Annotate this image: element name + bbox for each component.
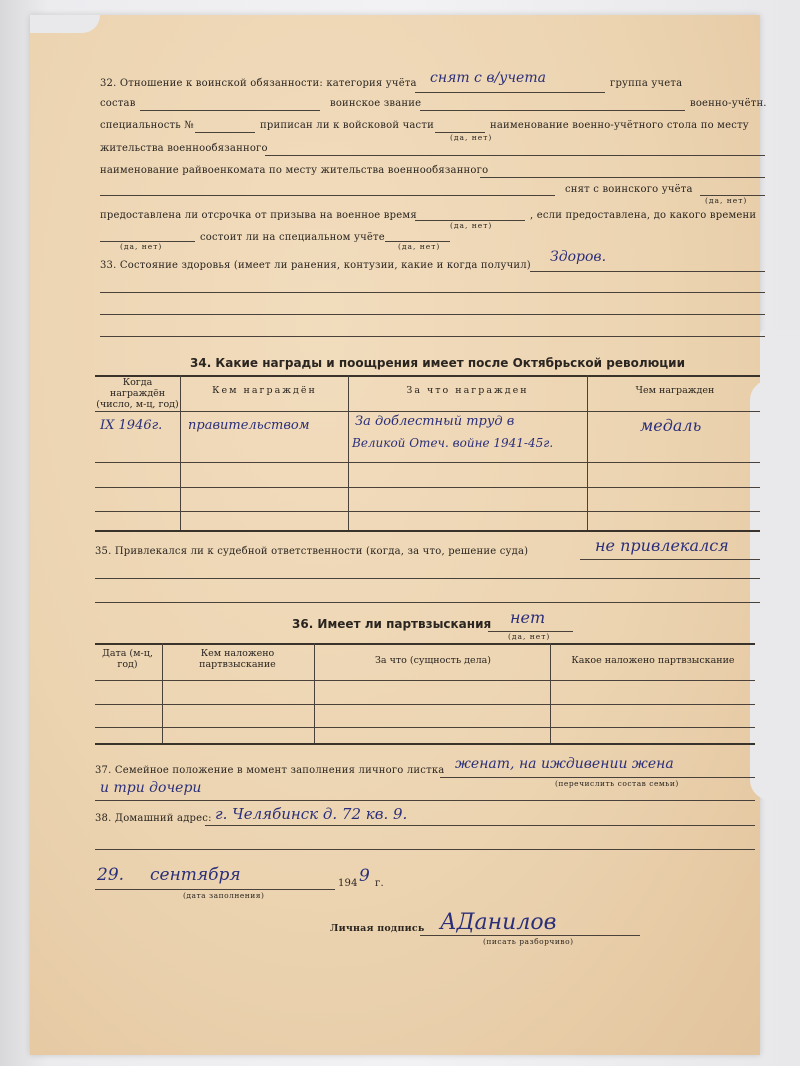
q32-esli: , если предоставлена, до какого времени bbox=[530, 210, 757, 221]
q36-value: нет bbox=[510, 608, 546, 627]
q37-line2 bbox=[95, 800, 755, 801]
q36-header-bottom bbox=[95, 680, 755, 681]
date-year-digit: 9 bbox=[359, 866, 370, 886]
q36-header-who: Кем наложено партвзыскание bbox=[199, 648, 276, 670]
signature-line bbox=[420, 935, 640, 936]
q34-who-value: правительством bbox=[188, 418, 310, 433]
q33-line2 bbox=[100, 292, 765, 293]
q32-zhitelstva: жительства военнообязанного bbox=[100, 143, 268, 154]
q37-line bbox=[440, 777, 755, 778]
q37-label: 37. Семейное положение в момент заполнения личного листка bbox=[95, 765, 445, 776]
q36-header-date: Дата (м-ц, год) bbox=[102, 648, 153, 670]
q34-header-when: Когда награждён (число, м-ц, год) bbox=[96, 377, 179, 410]
q38-value: г. Челябинск д. 72 кв. 9. bbox=[215, 805, 408, 823]
q34-title: 34. Какие награды и поощрения имеет после Октябрьской революции bbox=[190, 356, 685, 370]
q34-header-for: За что награжден bbox=[406, 385, 529, 396]
q32-snyat-hint: (да, нет) bbox=[705, 196, 748, 205]
q32-zvanie-line bbox=[420, 110, 685, 111]
q32-otsrochka-hint: (да, нет) bbox=[450, 221, 493, 230]
q34-header-who: Кем награждён bbox=[212, 385, 317, 396]
q36-row-line bbox=[95, 727, 755, 728]
q32-naim-stola: наименование военно-учётного стола по месту bbox=[490, 120, 749, 131]
q32-spec-line bbox=[195, 132, 255, 133]
q33-line3 bbox=[100, 314, 765, 315]
q36-col-sep bbox=[550, 643, 551, 743]
q34-header-bottom bbox=[95, 411, 760, 412]
q35-value: не привлекался bbox=[595, 536, 729, 555]
q35-line bbox=[580, 559, 760, 560]
q34-what-value: медаль bbox=[640, 416, 702, 435]
q37-value: женат, на иждивении жена bbox=[455, 756, 674, 772]
date-line bbox=[95, 889, 335, 890]
signature-label: Личная подпись bbox=[330, 923, 425, 934]
q36-table-top bbox=[95, 643, 755, 645]
q34-for-value-1: За доблестный труд в bbox=[355, 414, 515, 429]
q32-sostoit: состоит ли на специальном учёте bbox=[200, 232, 385, 243]
q34-row-line bbox=[95, 511, 760, 512]
q32-sostoit-hint: (да, нет) bbox=[398, 242, 441, 251]
q37-value-2: и три дочери bbox=[100, 780, 202, 796]
q33-label: 33. Состояние здоровья (имеет ли ранения, контузии, какие и когда получил) bbox=[100, 260, 531, 271]
date-hint: (дата заполнения) bbox=[183, 891, 265, 900]
q32-esli-hint: (да, нет) bbox=[120, 242, 163, 251]
q35-label: 35. Привлекался ли к судебной ответственности (когда, за что, решение суда) bbox=[95, 546, 529, 557]
q32-da-net: (да, нет) bbox=[450, 133, 493, 142]
q34-when-value: IX 1946г. bbox=[100, 418, 163, 433]
q32-pripisan: приписан ли к войсковой части bbox=[260, 120, 434, 131]
q32-label: 32. Отношение к воинской обязанности: категория учёта bbox=[100, 78, 417, 89]
q32-sostav: состав bbox=[100, 98, 136, 109]
q34-for-value-2: Великой Отеч. войне 1941-45г. bbox=[352, 436, 554, 450]
q34-col-sep bbox=[180, 375, 181, 530]
q33-line bbox=[530, 271, 765, 272]
q32-sostav-line bbox=[140, 110, 320, 111]
q36-title: 36. Имеет ли партвзыскания bbox=[292, 617, 492, 631]
q34-col-sep bbox=[348, 375, 349, 530]
q34-table-bottom bbox=[95, 530, 760, 532]
q32-spec: специальность № bbox=[100, 120, 194, 131]
q32-category-value: снят с в/учета bbox=[430, 70, 546, 86]
q36-da-net: (да, нет) bbox=[508, 632, 551, 641]
q35-line3 bbox=[95, 602, 760, 603]
q34-header-what: Чем награжден bbox=[635, 385, 715, 396]
q36-header-what: Какое наложено партвзыскание bbox=[571, 655, 735, 666]
q34-table-top bbox=[95, 375, 760, 377]
q38-line2 bbox=[95, 849, 755, 850]
q33-value: Здоров. bbox=[550, 249, 607, 265]
q32-rvk-line2 bbox=[100, 195, 555, 196]
q32-category-line bbox=[415, 92, 605, 93]
torn-edge bbox=[750, 380, 800, 800]
q32-group-label: группа учета bbox=[610, 78, 683, 89]
q32-otsrochka: предоставлена ли отсрочка от призыва на военное время bbox=[100, 210, 417, 221]
torn-edge bbox=[30, 15, 100, 33]
q38-label: 38. Домашний адрес: bbox=[95, 813, 212, 824]
date-year-prefix: 194 bbox=[338, 878, 358, 889]
q32-voenno: военно-учётн. bbox=[690, 98, 767, 109]
q36-col-sep bbox=[162, 643, 163, 743]
q35-line2 bbox=[95, 578, 760, 579]
date-month: сентября bbox=[150, 865, 241, 885]
q34-row-line bbox=[95, 487, 760, 488]
date-year-suffix: г. bbox=[375, 878, 384, 889]
q32-naim-rvk: наименование райвоенкомата по месту жительства военнообязанного bbox=[100, 165, 489, 176]
q38-line bbox=[205, 825, 755, 826]
q32-snyat: снят с воинского учёта bbox=[565, 184, 693, 195]
q36-table-bottom bbox=[95, 743, 755, 745]
q32-zhitelstva-line bbox=[265, 155, 765, 156]
signature-hint: (писать разборчиво) bbox=[483, 937, 574, 946]
date-day: 29. bbox=[97, 865, 125, 885]
q34-col-sep bbox=[587, 375, 588, 530]
signature-handwritten: АДанилов bbox=[440, 910, 557, 935]
q34-row-line bbox=[95, 462, 760, 463]
q36-row-line bbox=[95, 704, 755, 705]
q37-hint: (перечислить состав семьи) bbox=[555, 779, 679, 788]
q32-naim-rvk-line bbox=[480, 177, 765, 178]
q33-line4 bbox=[100, 336, 765, 337]
q36-header-for: За что (сущность дела) bbox=[374, 655, 492, 666]
q36-col-sep bbox=[314, 643, 315, 743]
q32-zvanie: воинское звание bbox=[330, 98, 422, 109]
